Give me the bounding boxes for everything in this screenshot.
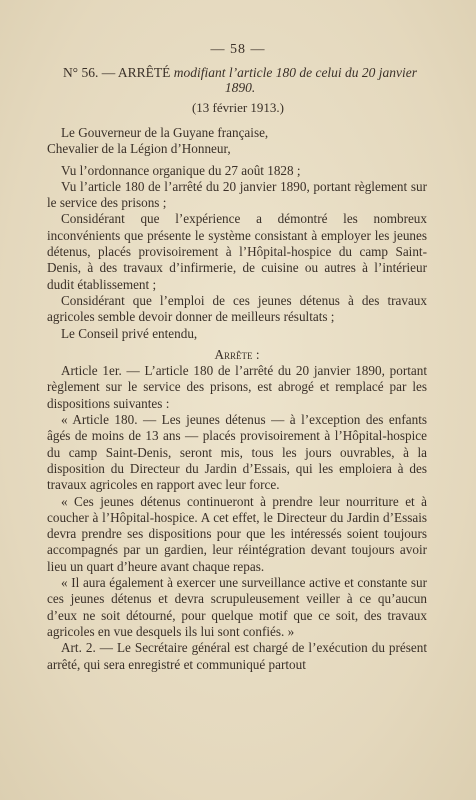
decree-title: [60, 65, 420, 95]
page-number: — 58 —: [210, 42, 266, 57]
considerant-2: Considérant que l’emploi de ces jeunes détenus à des travaux agricoles semble devoir donner de meilleurs résultats ;: [47, 292, 427, 325]
vu-ordonnance: Vu l’ordonnance organique du 27 août 1828 ;: [61, 162, 301, 178]
decree-number: N° 56. — ARRÊTÉ: [62, 65, 171, 80]
article-180-para-3: « Il aura également à exercer une surveillance active et constante sur ces jeunes détenus et devra scrupuleusement veiller à ce qu’aucun d’eux ne soit détourné, pour quelque motif que ce soit, des travaux agricoles en vue desquels ils lui sont confiés. »: [47, 575, 427, 639]
governor-line: Le Gouverneur de la Guyane française,: [61, 125, 269, 140]
conseil-prive: Le Conseil privé entendu,: [61, 325, 198, 341]
article-180-para-2: « Ces jeunes détenus continueront à prendre leur nourriture et à coucher à l’Hôpital-hospice. A cet effet, le Directeur du Jardin d’Essais devra prendre ses dispositions pour que les intéressés soient toujours accompagnés par un gardien, leur réintégration devant toujours avoir lieu un quart d’heure avant chaque repas.: [47, 493, 427, 574]
decree-date: (13 février 1913.): [191, 100, 285, 115]
decree-body: [47, 120, 427, 673]
article-2: Art. 2. — Le Secrétaire général est chargé de l’exécution du présent arrêté, qui sera enregistré et communiqué partout: [47, 640, 427, 672]
article-180: « Article 180. — Les jeunes détenus — à l’exception des enfants âgés de moins de 13 ans — placés provisoirement à l’Hôpital-hospice du camp Saint-Denis, seront mis, tous les jours ouvrables, à la disposition du Directeur du Jardin d’Essais, qui les emploiera à des travaux agricoles en rapport avec leur force.: [47, 412, 427, 493]
article-1: Article 1er. — L’article 180 de l’arrêté du 20 janvier 1890, portant règlement sur le service des prisons, est abrogé et remplacé par les dispositions suivantes :: [47, 363, 427, 411]
vu-article: Vu l’article 180 de l’arrêté du 20 janvier 1890, portant règlement sur le service des prisons ;: [47, 178, 427, 211]
arrete-heading: Arrête :: [214, 346, 260, 362]
considerant-1: Considérant que l’expérience a démontré les nombreux inconvénients que présente le système consistant à employer les jeunes détenus, placés provisoirement à l’Hôpital-hospice du camp Saint-Denis, à des travaux d’infirmerie, de cuisine ou autres à l’intérieur dudit établissement ;: [47, 211, 427, 292]
decree-subject: modifiant l’article 180 de celui du 20 janvier 1890.: [170, 65, 418, 95]
honor-line: Chevalier de la Légion d’Honneur,: [47, 141, 231, 157]
